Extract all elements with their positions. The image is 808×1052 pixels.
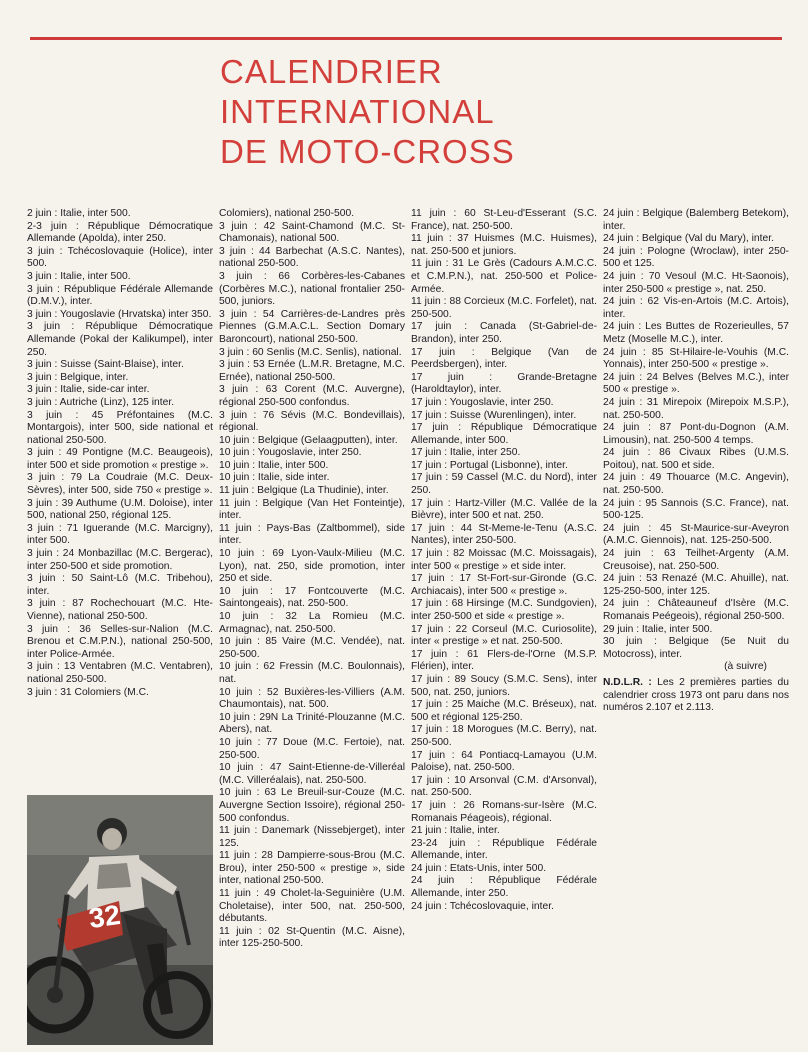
- calendar-entry: 24 juin : 45 St-Maurice-sur-Aveyron (A.M.C. Giennois), nat. 125-250-500.: [603, 522, 789, 547]
- calendar-entry: 17 juin : 18 Morogues (M.C. Berry), nat. 250-500.: [411, 724, 597, 748]
- calendar-column-4: [603, 208, 789, 715]
- calendar-entry: 3 juin : 60 Senlis (M.C. Senlis), national.: [219, 346, 402, 358]
- calendar-entry: 3 juin : Autriche (Linz), 125 inter.: [27, 396, 175, 408]
- calendar-entry: 24 juin : 87 Pont-du-Dognon (A.M. Limousin), nat. 250-500 4 temps.: [603, 422, 789, 446]
- calendar-entry: 3 juin : Suisse (Saint-Blaise), inter.: [27, 359, 184, 371]
- calendar-entry: 3 juin : 24 Monbazillac (M.C. Bergerac), inter 250-500 et side promotion.: [27, 548, 213, 572]
- calendar-entry: 10 juin : 47 Saint-Etienne-de-Villeréal (M.C. Villeréalais), nat. 250-500.: [219, 762, 405, 786]
- calendar-entry: 24 juin : 31 Mirepoix (Mirepoix M.S.P.), nat. 250-500.: [603, 396, 789, 421]
- calendar-entry: 17 juin : 10 Arsonval (C.M. d'Arsonval), nat. 250-500.: [411, 774, 597, 799]
- race-number: 32: [86, 898, 123, 935]
- calendar-entry: 24 juin : Belgique (Balemberg Betekom), inter.: [603, 208, 789, 232]
- calendar-entry: 10 juin : Italie, inter 500.: [219, 459, 329, 471]
- calendar-entry: 17 juin : 44 St-Meme-le-Tenu (A.S.C. Nantes), inter 250-500.: [411, 522, 597, 547]
- calendar-entry: 10 juin : 29N La Trinité-Plouzanne (M.C. Abers), nat.: [219, 711, 405, 736]
- article-title: [220, 52, 515, 172]
- calendar-entry: 11 juin : Danemark (Nissebjerget), inter 125.: [219, 825, 405, 849]
- calendar-entry: 17 juin : 89 Soucy (S.M.C. Sens), inter 500, nat. 250, juniors.: [411, 673, 597, 698]
- calendar-entry: 17 juin : 17 St-Fort-sur-Gironde (G.C. Archiacais), inter 500 « prestige ».: [411, 573, 597, 597]
- calendar-entry: 10 juin : 17 Fontcouverte (M.C. Saintongeais), nat. 250-500.: [219, 585, 405, 610]
- calendar-entry: 24 juin : Belgique (Val du Mary), inter.: [603, 233, 774, 245]
- to-be-continued: (à suivre): [724, 661, 767, 673]
- calendar-entry: 17 juin : 82 Moissac (M.C. Moissagais), inter 500 « prestige » et side inter.: [411, 548, 597, 572]
- calendar-entry: 11 juin : Belgique (La Thudinie), inter.: [219, 485, 389, 497]
- calendar-entry: 10 juin : Belgique (Gelaagputten), inter.: [219, 434, 398, 446]
- calendar-entry: 3 juin : Yougoslavie (Hrvatska) inter 350.: [27, 308, 212, 320]
- calendar-entry: 10 juin : 77 Doue (M.C. Fertoie), nat. 250-500.: [219, 736, 405, 761]
- calendar-entry: 10 juin : Yougoslavie, inter 250.: [219, 447, 362, 459]
- calendar-entry: 3 juin : République Fédérale Allemande (D.M.V.), inter.: [27, 283, 213, 308]
- calendar-entry: 11 juin : 49 Cholet-la-Seguinière (U.M. Choletaise), inter 500, nat. 250-500, débutants.: [219, 888, 405, 925]
- calendar-entry: 24 juin : 85 St-Hilaire-le-Vouhis (M.C. Yonnais), inter 250-500 « prestige ».: [603, 346, 789, 371]
- calendar-entry: 24 juin : Pologne (Wroclaw), inter 250-500 et 125.: [603, 245, 789, 270]
- calendar-entry: 17 juin : 25 Maiche (M.C. Bréseux), nat. 500 et régional 125-250.: [411, 699, 597, 723]
- editor-note-text: Les 2 premières parties du calendrier cross 1973 ont paru dans nos numéros 2.107 et 2.113.: [603, 676, 789, 714]
- calendar-entry: 24 juin : Châteauneuf d'Isère (M.C. Romanais Peégeois), régional 250-500.: [603, 598, 789, 622]
- calendar-entry: 23-24 juin : République Fédérale Allemande, inter.: [411, 837, 597, 862]
- calendar-entry: 11 juin : Belgique (Van Het Fonteintje), inter.: [219, 497, 405, 522]
- calendar-entry: 17 juin : Suisse (Wurenlingen), inter.: [411, 409, 577, 421]
- calendar-entry: 17 juin : Hartz-Viller (M.C. Vallée de la Bièvre), inter 500 et nat. 250.: [411, 497, 597, 522]
- calendar-entry: 24 juin : République Fédérale Allemande, inter 250.: [411, 875, 597, 900]
- calendar-entry: 11 juin : 31 Le Grès (Cadours A.M.C.C. et C.M.P.N.), nat. 250-500 et Police-Armée.: [411, 258, 597, 295]
- calendar-entry: 24 juin : 63 Teilhet-Argenty (A.M. Creusoise), nat. 250-500.: [603, 548, 789, 572]
- title-line-3: DE MOTO-CROSS: [220, 133, 515, 170]
- calendar-entry: 3 juin : 49 Pontigne (M.C. Beaugeois), inter 500 et side promotion « prestige ».: [27, 447, 213, 471]
- calendar-entry: 3 juin : Tchécoslovaquie (Holice), inter 500.: [27, 245, 213, 270]
- calendar-entry: 3 juin : 42 Saint-Chamond (M.C. St-Chamonais), national 500.: [219, 220, 405, 245]
- calendar-entry: 3 juin : 87 Rochechouart (M.C. Hte-Vienne), national 250-500.: [27, 598, 213, 622]
- calendar-entry: 24 juin : 95 Sannois (S.C. France), nat. 500-125.: [603, 497, 789, 522]
- calendar-entry: 17 juin : Grande-Bretagne (Haroldtaylor), inter.: [411, 371, 597, 396]
- calendar-entry: 11 juin : 28 Dampierre-sous-Brou (M.C. Brou), inter 250-500 « prestige », side inter, national 250-500.: [219, 850, 405, 887]
- calendar-entry: 10 juin : 32 La Romieu (M.C. Armagnac), nat. 250-500.: [219, 611, 405, 635]
- calendar-column-2: [219, 208, 405, 951]
- calendar-entry: 17 juin : 61 Flers-de-l'Orne (M.S.P. Flérien), inter.: [411, 648, 597, 673]
- calendar-entry: 10 juin : 69 Lyon-Vaulx-Milieu (M.C. Lyon), nat. 250, side promotion, inter 250 et side.: [219, 548, 405, 585]
- calendar-entry: 3 juin : 54 Carrières-de-Landres près Piennes (G.M.A.C.L. Section Domary Baroncourt), national 250-500.: [219, 308, 405, 345]
- calendar-entry: 3 juin : 66 Corbères-les-Cabanes (Corbères M.C.), national frontalier 250-500, juniors.: [219, 270, 405, 308]
- calendar-entry: 3 juin : 79 La Coudraie (M.C. Deux-Sèvres), inter 500, side 750 « prestige ».: [27, 472, 213, 497]
- calendar-entry: 24 juin : 53 Renazé (M.C. Ahuille), nat. 125-250-500, inter 125.: [603, 573, 789, 597]
- calendar-entry: 10 juin : 85 Vaire (M.C. Vendée), nat. 250-500.: [219, 636, 405, 660]
- motocross-rider-photo: [27, 795, 213, 1045]
- calendar-entry: 3 juin : 76 Sévis (M.C. Bondevillais), régional.: [219, 409, 405, 434]
- calendar-entry: 3 juin : 31 Colomiers (M.C.: [27, 686, 149, 698]
- title-line-1: CALENDRIER: [220, 53, 443, 90]
- calendar-entry: 17 juin : Italie, inter 250.: [411, 447, 521, 459]
- calendar-entry: 11 juin : 88 Corcieux (M.C. Forfelet), nat. 250-500.: [411, 296, 597, 320]
- calendar-column-1: [27, 208, 213, 788]
- calendar-entry: 3 juin : Italie, side-car inter.: [27, 384, 150, 396]
- calendar-entry: 3 juin : Italie, inter 500.: [27, 270, 131, 282]
- column-4-entries: [603, 208, 789, 661]
- calendar-entry: 17 juin : 22 Corseul (M.C. Curiosolite), inter « prestige » et nat. 250-500.: [411, 623, 597, 648]
- calendar-entry: 30 juin : Belgique (5e Nuit du Motocross), inter.: [603, 636, 789, 660]
- calendar-entry: 10 juin : 62 Fressin (M.C. Boulonnais), nat.: [219, 661, 405, 685]
- calendar-entry: 3 juin : République Démocratique Allemande (Pokal der Kalikumpel), inter 250.: [27, 321, 213, 358]
- calendar-entry: 11 juin : 37 Huismes (M.C. Huismes), nat. 250-500 et juniors.: [411, 233, 597, 257]
- calendar-entry: 11 juin : 02 St-Quentin (M.C. Aisne), inter 125-250-500.: [219, 925, 405, 950]
- calendar-entry: 17 juin : 26 Romans-sur-Isère (M.C. Romanais Péageois), régional.: [411, 799, 597, 824]
- calendar-entry: 17 juin : 64 Pontiacq-Lamayou (U.M. Paloise), nat. 250-500.: [411, 749, 597, 774]
- calendar-entry: 11 juin : Pays-Bas (Zaltbommel), side inter.: [219, 522, 405, 547]
- calendar-entry: 3 juin : 71 Iguerande (M.C. Marcigny), inter 500.: [27, 522, 213, 547]
- calendar-entry: 24 juin : Etats-Unis, inter 500.: [411, 862, 547, 874]
- calendar-entry: 21 juin : Italie, inter.: [411, 825, 500, 837]
- calendar-entry: 24 juin : 70 Vesoul (M.C. Ht-Saonois), inter 250-500 « prestige », nat. 250.: [603, 270, 789, 295]
- calendar-entry: 17 juin : Yougoslavie, inter 250.: [411, 396, 554, 408]
- calendar-entry: 24 juin : 24 Belves (Belves M.C.), inter 500 « prestige ».: [603, 371, 789, 396]
- calendar-entry: 24 juin : Les Buttes de Rozerieulles, 57 Metz (Moselle M.C.), inter.: [603, 321, 789, 345]
- calendar-entry: 17 juin : République Démocratique Allemande, inter 500.: [411, 422, 597, 446]
- calendar-entry: 2-3 juin : République Démocratique Allemande (Apolda), inter 250.: [27, 220, 213, 245]
- calendar-entry: 17 juin : Canada (St-Gabriel-de-Brandon), inter 250.: [411, 321, 597, 345]
- calendar-entry: 3 juin : 36 Selles-sur-Nalion (M.C. Brenou et C.M.P.N.), national 250-500, inter Police-Armée.: [27, 623, 213, 660]
- calendar-column-3: [411, 208, 597, 913]
- calendar-entry: 10 juin : 63 Le Breuil-sur-Couze (M.C. Auvergne Section Issoire), régional 250-500 confondus.: [219, 787, 405, 824]
- calendar-entry: 3 juin : 63 Corent (M.C. Auvergne), régional 250-500 confondus.: [219, 384, 405, 408]
- calendar-entry: 3 juin : Belgique, inter.: [27, 371, 129, 383]
- calendar-entry: 3 juin : 53 Ernée (L.M.R. Bretagne, M.C. Ernée), national 250-500.: [219, 359, 405, 383]
- editor-note-label: N.D.L.R. :: [603, 676, 652, 688]
- calendar-entry: 3 juin : 39 Authume (U.M. Doloise), inter 500, national 250, régional 125.: [27, 497, 213, 522]
- calendar-entry: 17 juin : 59 Cassel (M.C. du Nord), inter 250.: [411, 472, 597, 497]
- calendar-entry: 24 juin : 86 Civaux Ribes (U.M.S. Poitou), nat. 500 et side.: [603, 447, 789, 471]
- calendar-entry: 24 juin : 62 Vis-en-Artois (M.C. Artois), inter.: [603, 296, 789, 320]
- calendar-entry: 29 juin : Italie, inter 500.: [603, 623, 713, 635]
- calendar-entry: 17 juin : 68 Hirsinge (M.C. Sundgovien), inter 250-500 et side « prestige ».: [411, 598, 597, 622]
- calendar-entry: 11 juin : 60 St-Leu-d'Esserant (S.C. France), nat. 250-500.: [411, 208, 597, 232]
- calendar-entry: 2 juin : Italie, inter 500.: [27, 208, 131, 219]
- calendar-entry: 17 juin : Belgique (Van de Peerdsbergen), inter.: [411, 346, 597, 371]
- calendar-entry: 17 juin : Portugal (Lisbonne), inter.: [411, 459, 568, 471]
- calendar-entry: 10 juin : Italie, side inter.: [219, 472, 330, 484]
- calendar-entry: Colomiers), national 250-500.: [219, 208, 355, 219]
- calendar-entry: 10 juin : 52 Buxières-les-Villiers (A.M. Chaumontais), nat. 500.: [219, 686, 405, 711]
- editor-note: [603, 677, 789, 715]
- calendar-entry: 3 juin : 50 Saint-Lô (M.C. Tribehou), inter.: [27, 573, 213, 597]
- header-rule: [30, 37, 782, 40]
- calendar-entry: 3 juin : 44 Barbechat (A.S.C. Nantes), national 250-500.: [219, 245, 405, 270]
- calendar-entry: 3 juin : 45 Préfontaines (M.C. Montargois), inter 500, side national et national 250-500.: [27, 409, 213, 446]
- calendar-entry: 24 juin : Tchécoslovaquie, inter.: [411, 900, 554, 912]
- calendar-entry: 24 juin : 49 Thouarce (M.C. Angevin), nat. 250-500.: [603, 472, 789, 497]
- calendar-entry: 3 juin : 13 Ventabren (M.C. Ventabren), national 250-500.: [27, 661, 213, 685]
- title-line-2: INTERNATIONAL: [220, 93, 495, 130]
